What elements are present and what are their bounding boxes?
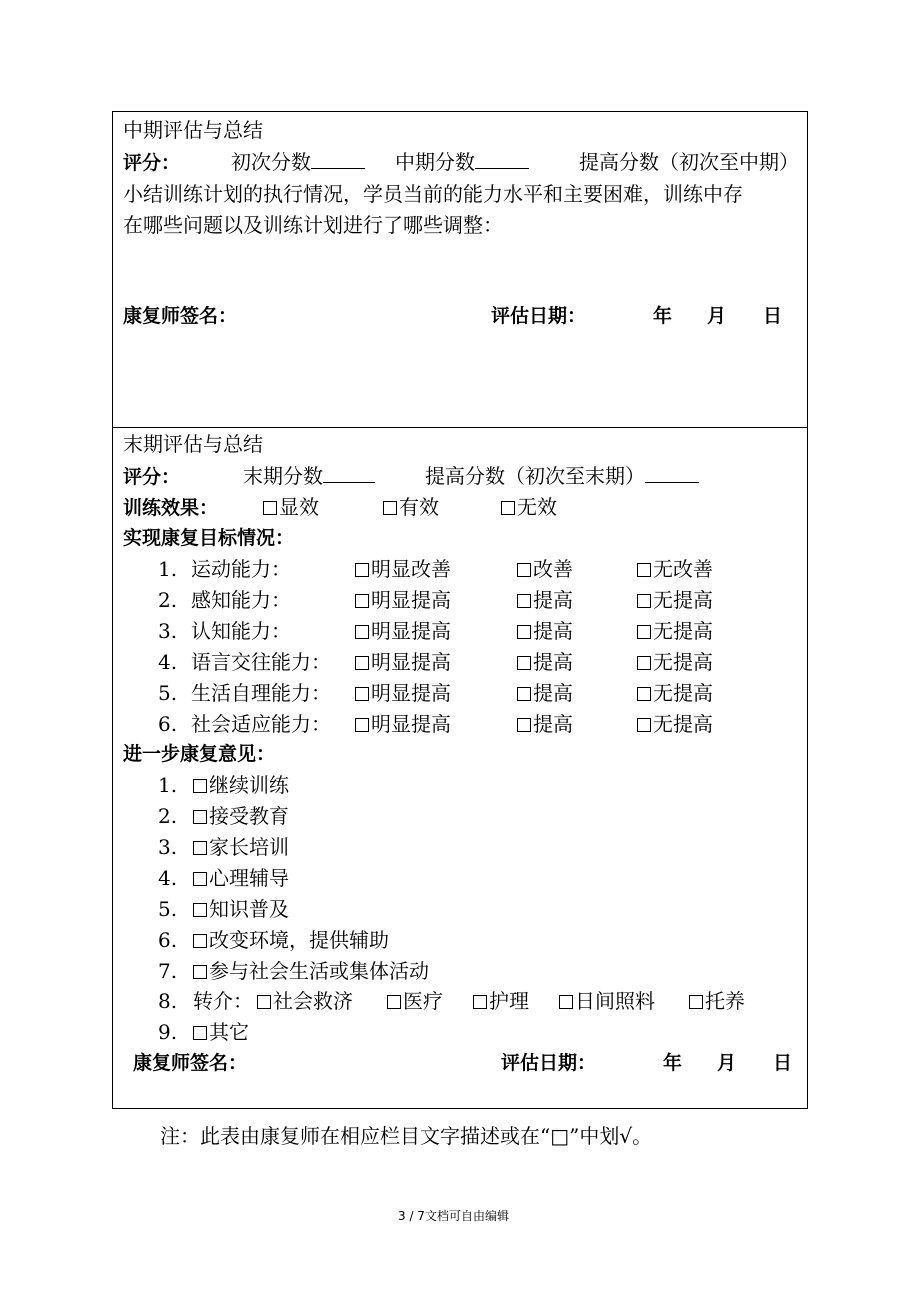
goal-name: 生活自理能力： (191, 681, 331, 705)
advice-num: 3. (158, 835, 178, 859)
goal-option[interactable]: 改善 (517, 557, 573, 581)
mid-summary-line1: 小结训练计划的执行情况，学员当前的能力水平和主要困难，训练中存 (123, 182, 743, 206)
checkbox[interactable] (193, 965, 207, 979)
advice-num: 7. (158, 959, 178, 983)
final-score-row (123, 464, 180, 489)
goal-name: 感知能力： (191, 588, 291, 612)
final-eval-date-label: 评估日期： (501, 1052, 597, 1074)
referral-label: 转介： (193, 989, 253, 1013)
checkbox[interactable] (193, 810, 207, 824)
checkbox[interactable] (193, 872, 207, 886)
mid-improve-score: 提高分数（初次至中期） (579, 150, 799, 174)
final-title: 末期评估与总结 (123, 432, 263, 456)
final-day-label: 日 (773, 1052, 793, 1074)
mid-mid-score (395, 150, 529, 174)
advice-num: 6. (158, 928, 178, 952)
mid-mid-score-field[interactable] (475, 150, 529, 169)
other-option[interactable]: 其它 (193, 1020, 249, 1044)
goal-num: 4. (158, 650, 178, 674)
advice-option[interactable]: 接受教育 (193, 804, 289, 828)
advice-option[interactable]: 知识普及 (193, 897, 289, 921)
referral-num: 8. (158, 989, 178, 1013)
checkbox[interactable] (473, 995, 487, 1009)
advice-num: 1. (158, 773, 178, 797)
final-final-score-label: 末期分数 (243, 464, 323, 488)
goal-option[interactable]: 无提高 (637, 619, 713, 643)
goal-name: 社会适应能力： (191, 712, 331, 736)
effect-option-0[interactable]: 显效 (263, 495, 319, 519)
goal-option[interactable]: 提高 (517, 650, 573, 674)
checkbox[interactable] (637, 563, 651, 577)
other-num: 9. (158, 1020, 178, 1044)
checkbox[interactable] (355, 718, 369, 732)
mid-year-label: 年 (653, 305, 673, 327)
advice-num: 4. (158, 866, 178, 890)
checkbox[interactable] (517, 656, 531, 670)
checkbox[interactable] (355, 687, 369, 701)
checkbox[interactable] (637, 594, 651, 608)
mid-score-label: 评分： (123, 152, 181, 174)
goal-option[interactable]: 明显提高 (355, 681, 451, 705)
checkbox[interactable] (355, 594, 369, 608)
goal-option[interactable]: 提高 (517, 681, 573, 705)
checkbox[interactable] (263, 501, 277, 515)
goal-num: 5. (158, 681, 178, 705)
goal-num: 6. (158, 712, 178, 736)
mid-initial-score-field[interactable] (311, 150, 365, 169)
advice-option[interactable]: 参与社会生活或集体活动 (193, 959, 429, 983)
referral-option-4[interactable]: 托养 (689, 989, 745, 1013)
referral-option-3[interactable]: 日间照料 (559, 989, 655, 1013)
referral-option-2[interactable]: 护理 (473, 989, 529, 1013)
checkbox[interactable] (355, 656, 369, 670)
advice-num: 2. (158, 804, 178, 828)
goal-name: 运动能力： (191, 557, 291, 581)
goal-option[interactable]: 无提高 (637, 650, 713, 674)
goal-option[interactable]: 明显提高 (355, 712, 451, 736)
mid-month-label: 月 (707, 305, 727, 327)
checkbox[interactable] (257, 995, 271, 1009)
referral-option-0[interactable]: 社会救济 (257, 989, 353, 1013)
final-goals-label: 实现康复目标情况： (123, 527, 295, 549)
effect-option-1[interactable]: 有效 (383, 495, 439, 519)
final-year-label: 年 (663, 1052, 683, 1074)
goal-num: 3. (158, 619, 178, 643)
goal-option[interactable]: 无提高 (637, 681, 713, 705)
section-divider (113, 427, 807, 428)
checkbox[interactable] (517, 687, 531, 701)
checkbox[interactable] (355, 625, 369, 639)
goal-num: 1. (158, 557, 178, 581)
checkbox[interactable] (501, 501, 515, 515)
checkbox[interactable] (193, 903, 207, 917)
advice-option[interactable]: 继续训练 (193, 773, 289, 797)
checkbox[interactable] (559, 995, 573, 1009)
goal-option[interactable]: 提高 (517, 712, 573, 736)
checkbox[interactable] (637, 656, 651, 670)
checkbox[interactable] (517, 563, 531, 577)
mid-therapist-sign-label: 康复师签名： (123, 305, 238, 327)
goal-name: 语言交往能力： (191, 650, 331, 674)
mid-day-label: 日 (763, 305, 783, 327)
checkbox[interactable] (637, 718, 651, 732)
checkbox[interactable] (517, 718, 531, 732)
checkbox[interactable] (517, 594, 531, 608)
checkbox[interactable] (193, 1026, 207, 1040)
goal-option[interactable]: 无改善 (637, 557, 713, 581)
mid-eval-date-label: 评估日期： (491, 305, 587, 327)
mid-initial-score (231, 150, 365, 174)
checkbox[interactable] (355, 563, 369, 577)
checkbox[interactable] (517, 625, 531, 639)
mid-summary-line2: 在哪些问题以及训练计划进行了哪些调整： (123, 213, 503, 237)
final-month-label: 月 (717, 1052, 737, 1074)
advice-option[interactable]: 家长培训 (193, 835, 289, 859)
mid-initial-score-label: 初次分数 (231, 150, 311, 174)
checkbox[interactable] (193, 934, 207, 948)
final-improve-score-label: 提高分数（初次至末期） (425, 464, 645, 488)
checkbox[interactable] (637, 687, 651, 701)
final-therapist-sign-label: 康复师签名： (133, 1052, 248, 1074)
final-improve-score-field[interactable] (645, 464, 699, 483)
goal-option[interactable]: 无提高 (637, 712, 713, 736)
checkbox[interactable] (193, 841, 207, 855)
final-effect-row (123, 495, 218, 520)
checkbox[interactable] (689, 995, 703, 1009)
final-final-score (243, 464, 375, 488)
assessment-table (112, 111, 808, 1109)
mid-mid-score-label: 中期分数 (395, 150, 475, 174)
goal-option[interactable]: 无提高 (637, 588, 713, 612)
final-effect-label: 训练效果： (123, 497, 219, 519)
goal-option[interactable]: 明显提高 (355, 619, 451, 643)
goal-option[interactable]: 提高 (517, 619, 573, 643)
goal-option[interactable]: 明显改善 (355, 557, 451, 581)
advice-option[interactable]: 心理辅导 (193, 866, 289, 890)
checkbox[interactable] (383, 501, 397, 515)
checkbox[interactable] (193, 779, 207, 793)
mid-score-row (123, 150, 180, 175)
final-improve-score (425, 464, 699, 488)
footnote: 注：此表由康复师在相应栏目文字描述或在“□”中划√。 (160, 1124, 653, 1148)
referral-option-1[interactable]: 医疗 (387, 989, 443, 1013)
goal-option[interactable]: 明显提高 (355, 588, 451, 612)
final-advice-label: 进一步康复意见： (123, 743, 276, 765)
checkbox[interactable] (637, 625, 651, 639)
goal-option[interactable]: 明显提高 (355, 650, 451, 674)
goal-option[interactable]: 提高 (517, 588, 573, 612)
effect-option-2[interactable]: 无效 (501, 495, 557, 519)
goal-num: 2. (158, 588, 178, 612)
advice-num: 5. (158, 897, 178, 921)
checkbox[interactable] (387, 995, 401, 1009)
advice-option[interactable]: 改变环境，提供辅助 (193, 928, 389, 952)
page-footer: 3 / 7文档可自由编辑 (398, 1209, 509, 1223)
final-score-label: 评分： (123, 466, 181, 488)
final-final-score-field[interactable] (323, 464, 375, 483)
mid-title: 中期评估与总结 (123, 118, 263, 142)
goal-name: 认知能力： (191, 619, 291, 643)
